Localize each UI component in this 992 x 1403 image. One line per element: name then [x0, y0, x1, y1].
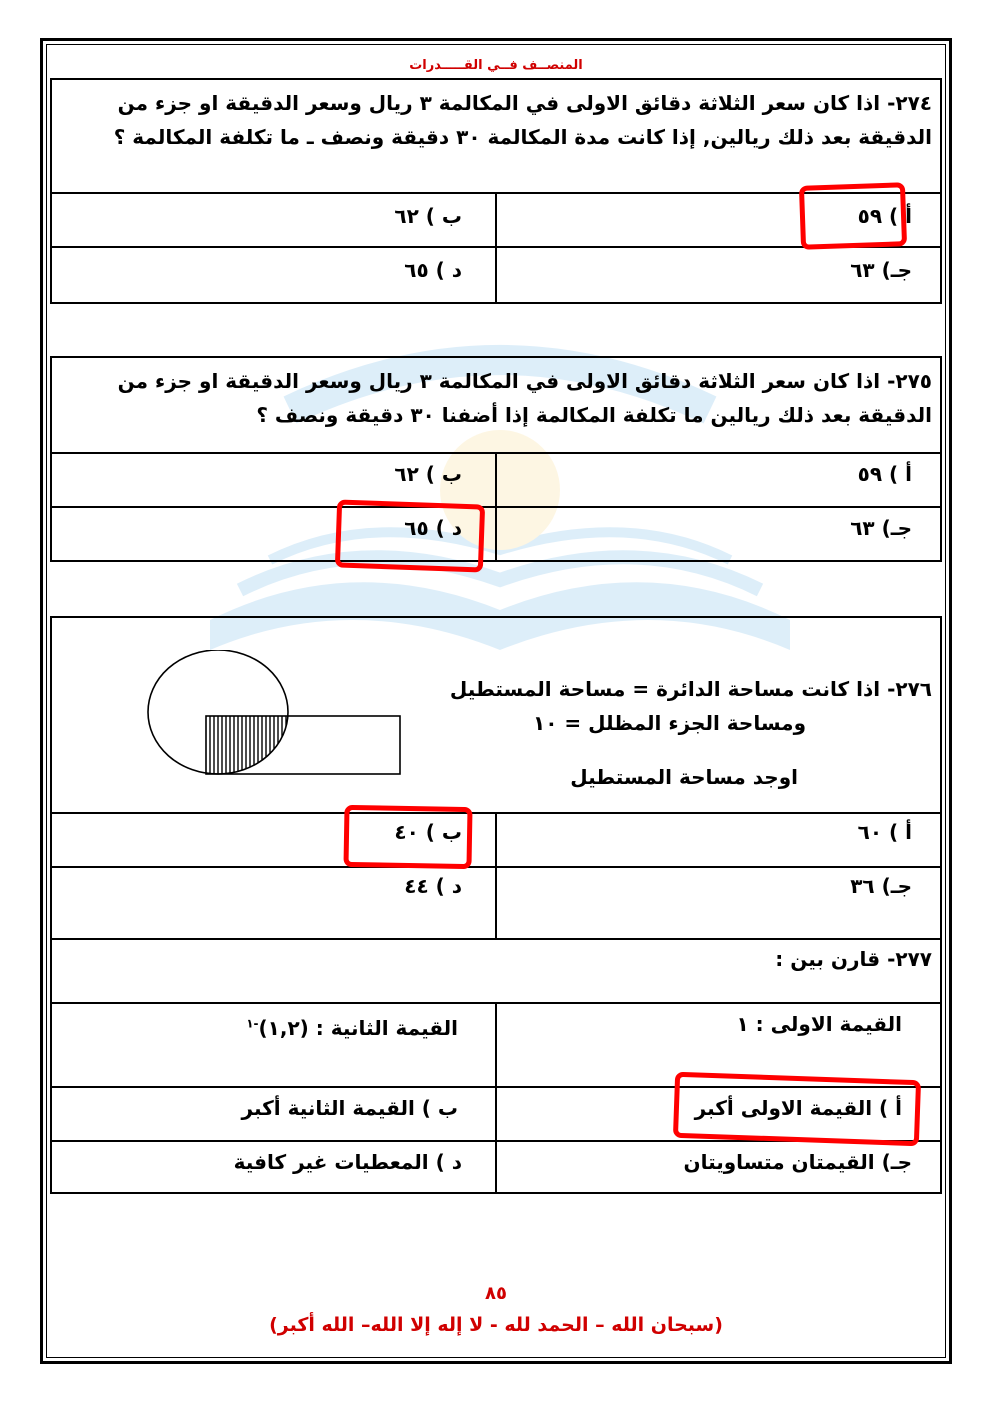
q276-line2: ومساحة الجزء المظلل = ١٠ — [533, 711, 806, 735]
q275-option-c[interactable]: جـ) ٦٣ — [850, 516, 912, 540]
q277-col-divider — [495, 1002, 497, 1194]
q274-option-a[interactable]: أ ) ٥٩ — [857, 204, 912, 228]
q274-option-b[interactable]: ب ) ٦٢ — [394, 204, 462, 228]
q277-value-1: القيمة الاولى : ١ — [736, 1012, 902, 1036]
q276-col-divider — [495, 812, 497, 940]
q276-option-d[interactable]: د ) ٤٤ — [404, 874, 462, 898]
q276-option-c[interactable]: جـ) ٣٦ — [850, 874, 912, 898]
q274-text — [70, 86, 932, 154]
q276-answer-mark — [343, 805, 472, 869]
q275-answer-mark — [335, 499, 485, 572]
q274-question: اذا كان سعر الثلاثة دقائق الاولى في المكالمة ٣ ريال وسعر الدقيقة او جزء من الدقيقة بعد ذلك ريالين, إذا كانت مدة المكالمة ٣٠ دقيقة ونصف ـ ما تكلفة المكالمة ؟ — [113, 91, 932, 149]
q276-option-b[interactable]: ب ) ٤٠ — [394, 820, 462, 844]
circle-rectangle-figure — [140, 650, 410, 790]
footer-text: (سبحان الله – الحمد لله - لا إله إلا الله– الله أكبر) — [269, 1314, 723, 1336]
q275-option-a[interactable]: أ ) ٥٩ — [857, 462, 912, 486]
q277-option-a[interactable]: أ ) القيمة الاولى أكبر — [694, 1096, 902, 1120]
q275-question: اذا كان سعر الثلاثة دقائق الاولى في المكالمة ٣ ريال وسعر الدقيقة او جزء من الدقيقة بعد ذلك ريالين ما تكلفة المكالمة إذا أضفنا ٣٠ دقيقة ونصف ؟ — [117, 369, 932, 427]
q277-option-b[interactable]: ب ) القيمة الثانية أكبر — [241, 1096, 458, 1120]
q275-number: ٢٧٥- — [887, 369, 932, 393]
q276-option-a[interactable]: أ ) ٦٠ — [857, 820, 912, 844]
q277-number: ٢٧٧- — [887, 947, 932, 971]
q277-value-2-text: القيمة الثانية : (١,٢) — [258, 1016, 458, 1040]
q274-col-divider — [495, 192, 497, 304]
q277-exponent: -١ — [246, 1016, 259, 1031]
q277-text — [600, 942, 932, 976]
q275-option-d[interactable]: د ) ٦٥ — [404, 516, 462, 540]
q276-number: ٢٧٦- — [887, 677, 932, 701]
q277-option-c[interactable]: جـ) القيمتان متساويتان — [683, 1150, 912, 1174]
q277-answer-mark — [673, 1072, 921, 1147]
q275-option-b[interactable]: ب ) ٦٢ — [394, 462, 462, 486]
q277-question: قارن بين : — [775, 947, 881, 971]
q274-answer-mark — [799, 182, 907, 250]
q274-number: ٢٧٤- — [887, 91, 932, 115]
q277-option-d[interactable]: د ) المعطيات غير كافية — [233, 1150, 462, 1174]
q275-text — [70, 364, 932, 432]
q275-col-divider — [495, 452, 497, 562]
q276-statement: اذا كانت مساحة الدائرة = مساحة المستطيل — [449, 677, 881, 701]
q274-option-d[interactable]: د ) ٦٥ — [404, 258, 462, 282]
q274-option-c[interactable]: جـ) ٦٣ — [850, 258, 912, 282]
q276-line1 — [420, 672, 932, 706]
q276-line3: اوجد مساحة المستطيل — [570, 765, 798, 789]
header-title: المنصــف فــي القـــــدرات — [409, 58, 583, 73]
q277-value-2 — [246, 1016, 458, 1040]
page-number: ٨٥ — [485, 1283, 507, 1304]
